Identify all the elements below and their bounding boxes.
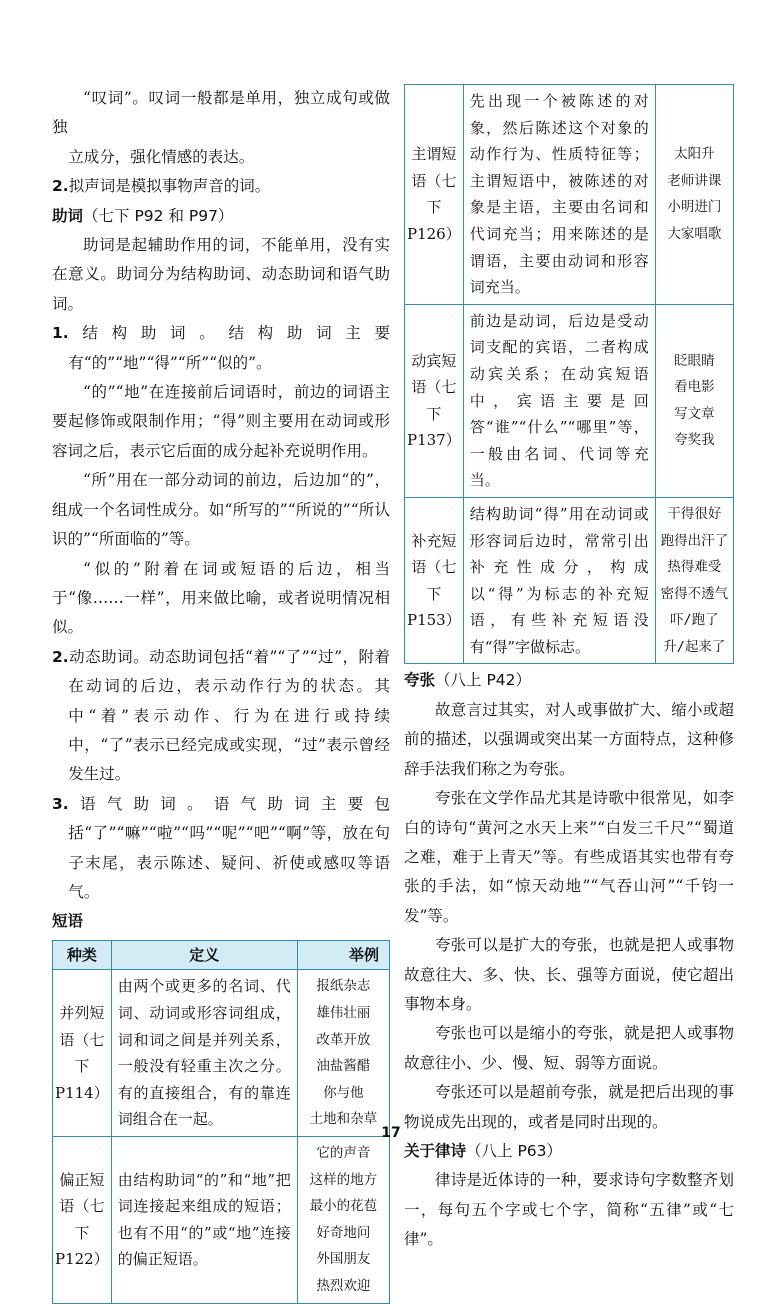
heading-text: 关于律诗 [404, 1141, 467, 1160]
left-column [52, 84, 390, 1304]
regulated-verse-para: 律诗是近体诗的一种，要求诗句字数整齐划一，每句五个字或七个字，简称“五律”或“七律”。 [404, 1171, 734, 1249]
section-heading-exaggeration [404, 666, 734, 695]
phrase-examples [297, 970, 389, 1137]
example: 干得很好 [667, 505, 722, 522]
table-header-row [53, 940, 390, 970]
heading-ref: （八上 P63） [466, 1141, 563, 1160]
example: 眨眼睛 [674, 352, 715, 369]
phrase-examples [655, 497, 733, 664]
example: 升/起来了 [663, 638, 726, 655]
table-row [405, 85, 734, 305]
item-number: 2. [52, 177, 69, 196]
example: 雄伟壮丽 [316, 1004, 371, 1021]
phrase-definition: 前边是动词，后边是受动词支配的宾语，二者构成动宾关系；在动宾短语中，宾语主要是回答“谁”“什么”“哪里”等，一般由名词、代词等充当。 [463, 304, 655, 497]
structural-aux-para-2: “所”用在一部分动词的前边，后边加“的”，组成一个名词性成分。如“所写的”“所说的”“所认识的”“所面临的”等。 [52, 471, 390, 549]
example: 密得不透气 [660, 585, 729, 602]
example: 看电影 [674, 379, 715, 396]
heading-text: 夸张 [404, 671, 436, 690]
right-column [404, 84, 734, 1255]
header-example: 举例 [297, 940, 389, 970]
item-number: 2. [52, 647, 69, 666]
example: 改革开放 [316, 1031, 371, 1048]
table-row [405, 304, 734, 497]
structural-aux-item [52, 319, 390, 378]
auxiliary-intro: 助词是起辅助作用的词，不能单用，没有实在意义。助词分为结构助词、动态助词和语气助词。 [52, 236, 390, 313]
example: 热烈欢迎 [316, 1277, 371, 1294]
phrase-definition: 由两个或更多的名词、代词、动词或形容词组成，词和词之间是并列关系，一般没有轻重主次之分。有的直接组合，有的靠连词组合在一起。 [111, 970, 297, 1137]
header-kind: 种类 [53, 940, 112, 970]
example: 你与他 [323, 1084, 364, 1101]
phrase-examples [655, 304, 733, 497]
dynamic-aux-item [52, 643, 390, 790]
section-heading-phrase: 短语 [52, 912, 84, 931]
phrase-examples [655, 85, 733, 305]
phrase-definition: 由结构助词“的”和“地”把词连接起来组成的短语；也有不用“的”或“地”连接的偏正短语。 [111, 1136, 297, 1303]
example: 热得难受 [667, 559, 722, 576]
dynamic-aux-text: 动态助词。动态助词包括“着”“了”“过”，附着在动词的后边，表示动作行为的状态。其中“着”表示动作、行为在进行或持续中，“了”表示已经完成或实现，“过”表示曾经发生过。 [68, 647, 390, 784]
section-heading-regulated-verse [404, 1137, 734, 1166]
structural-aux-para-1: “的”“地”在连接前后词语时，前边的词语主要起修饰或限制作用；“得”则主要用在动词或形容词之后，表示它后面的成分起补充说明作用。 [52, 383, 390, 460]
example: 报纸杂志 [316, 978, 371, 995]
example: 老师讲课 [667, 172, 722, 189]
page-number: 17 [381, 1125, 401, 1141]
heading-ref: （八上 P42） [435, 671, 532, 690]
modal-aux-text: 语气助词。语气助词主要包括“了”“嘛”“啦”“吗”“呢”“吧”“啊”等，放在句子末尾，表示陈述、疑问、祈使或感叹等语气。 [68, 794, 390, 901]
exaggeration-para-5: 夸张还可以是超前夸张，就是把后出现的事物说成先出现的，或者是同时出现的。 [404, 1083, 734, 1131]
phrase-table-right [404, 84, 734, 664]
phrase-definition: 先出现一个被陈述的对象，然后陈述这个对象的动作行为、性质特征等；主谓短语中，被陈述的对象是主语，主要由名词和代词充当；用来陈述的是谓语，主要由动词和形容词充当。 [463, 85, 655, 305]
phrase-kind: 并列短语（七下P114） [53, 970, 112, 1137]
phrase-examples [297, 1136, 389, 1303]
example: 吓/跑了 [670, 612, 719, 629]
item-number: 1. [52, 324, 69, 343]
interjection-text-1: “叹词”。叹词一般都是单用，独立成句或做独 [52, 89, 390, 137]
phrase-kind: 主谓短语（七下P126） [405, 85, 464, 305]
structural-aux-text: 结构助词。结构助词主要有“的”“地”“得”“所”“似的”。 [68, 324, 390, 372]
header-definition: 定义 [111, 940, 297, 970]
example: 小明进门 [667, 199, 722, 216]
exaggeration-para-2: 夸张在文学作品尤其是诗歌中很常见，如李白的诗句“黄河之水天上来”“白发三千尺”“蜀道之难，难于上青天”等。有些成语其实也带有夸张的手法，如“惊天动地”“气吞山河”“千钧一发”等。 [404, 789, 734, 925]
exaggeration-para-3: 夸张可以是扩大的夸张，也就是把人或事物故意往大、多、快、长、强等方面说，使它超出事物本身。 [404, 936, 734, 1013]
example: 跑得出汗了 [660, 532, 729, 549]
example: 这样的地方 [309, 1171, 378, 1188]
heading-text: 助词 [52, 206, 84, 225]
item-number: 3. [52, 794, 69, 813]
onomatopoeia-text: 拟声词是模拟事物声音的词。 [68, 177, 271, 196]
table-row [405, 497, 734, 664]
example: 油盐酱醋 [316, 1058, 371, 1075]
example: 好奇地问 [316, 1224, 371, 1241]
table-row [53, 970, 390, 1137]
phrase-kind: 动宾短语（七下P137） [405, 304, 464, 497]
example: 写文章 [674, 405, 715, 422]
phrase-kind: 偏正短语（七下P122） [53, 1136, 112, 1303]
phrase-kind: 补充短语（七下P153） [405, 497, 464, 664]
exaggeration-para-4: 夸张也可以是缩小的夸张，就是把人或事物故意往小、少、慢、短、弱等方面说。 [404, 1024, 734, 1072]
example: 最小的花苞 [309, 1198, 378, 1215]
interjection-text-2: 立成分，强化情感的表达。 [68, 147, 255, 166]
example: 外国朋友 [316, 1251, 371, 1268]
example: 土地和杂草 [309, 1111, 378, 1128]
exaggeration-para-1: 故意言过其实，对人或事做扩大、缩小或超前的描述，以强调或突出某一方面特点，这种修辞手法我们称之为夸张。 [404, 700, 734, 778]
modal-aux-item [52, 790, 390, 908]
example: 夸奖我 [674, 432, 715, 449]
phrase-definition: 结构助词“得”用在动词或形容词后边时，常常引出补充性成分，构成以“得”为标志的补充短语，有些补充短语没有“得”字做标志。 [463, 497, 655, 664]
section-heading-auxiliary [52, 202, 390, 231]
onomatopoeia-item [52, 172, 390, 201]
example: 它的声音 [316, 1144, 371, 1161]
example: 大家唱歌 [667, 225, 722, 242]
phrase-table-left [52, 940, 390, 1304]
structural-aux-para-3: “似的”附着在词或短语的后边，相当于“像……一样”，用来做比喻，或者说明情况相似。 [52, 559, 390, 637]
table-row [53, 1136, 390, 1303]
heading-ref: （七下 P92 和 P97） [83, 206, 234, 225]
example: 太阳升 [674, 146, 715, 163]
